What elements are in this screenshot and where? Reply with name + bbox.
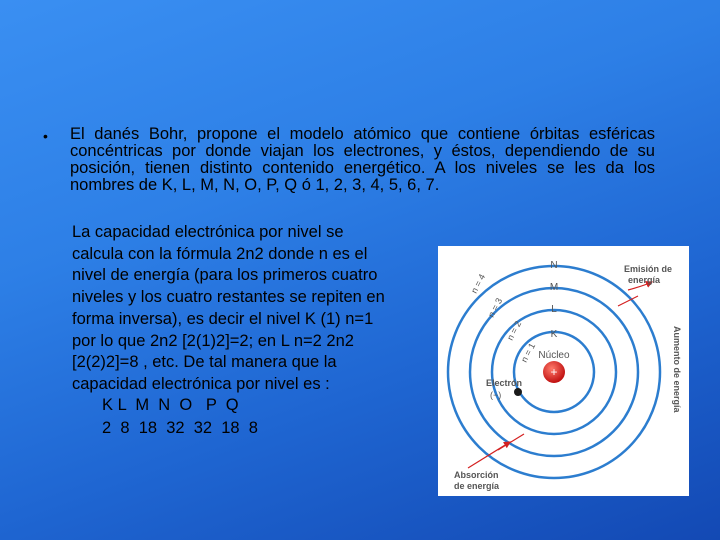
intro-paragraph: El danés Bohr, propone el modelo atómico que contiene órbitas esféricas concéntricas por donde viajan los electrones, y éstos, dependiendo de su posición, tienen distinto contenido energético. A los niveles se les da los nombres de K, L, M, N, O, P, Q ó 1, 2, 3, 4, 5, 6, 7. xyxy=(70,125,655,194)
electron xyxy=(514,388,522,396)
capacity-paragraph xyxy=(72,222,412,396)
capacity-values-row: 2 8 18 32 32 18 8 xyxy=(102,419,258,437)
electron-charge: (−) xyxy=(490,390,502,400)
shell-names-row: K L M N O P Q xyxy=(102,396,239,414)
shell-letter-l: L xyxy=(551,304,557,315)
nucleus-charge: + xyxy=(550,365,558,379)
level-label-n3: n = 3 xyxy=(485,296,505,319)
electron-label: Electrón xyxy=(486,378,523,388)
capacity-line: nivel de energía (para los primeros cuatro xyxy=(72,266,378,285)
bohr-model-diagram xyxy=(438,246,689,496)
capacity-line: por lo que 2n2 [2(1)2]=2; en L n=2 2n2 xyxy=(72,331,354,350)
level-label-n4: n = 4 xyxy=(468,272,488,295)
shell-letter-k: K xyxy=(550,329,558,340)
shell-letter-n: N xyxy=(550,260,558,271)
bullet-point: • xyxy=(43,128,48,144)
absorption-label-1: Absorción xyxy=(454,470,499,480)
capacity-line: calcula con la fórmula 2n2 donde n es el xyxy=(72,244,368,263)
capacity-line: forma inversa), es decir el nivel K (1) n=1 xyxy=(72,309,374,328)
capacity-line: niveles y los cuatro restantes se repiten en xyxy=(72,288,385,307)
emission-label-2: energía xyxy=(628,275,661,285)
level-label-n1: n = 1 xyxy=(518,341,538,364)
level-label-n2: n = 2 xyxy=(504,319,524,342)
absorption-label-2: de energía xyxy=(454,481,500,491)
capacity-line: capacidad electrónica por nivel es : xyxy=(72,374,330,393)
emission-label-1: Emisión de xyxy=(624,264,673,274)
capacity-line: La capacidad electrónica por nivel se xyxy=(72,223,344,241)
nucleus-label: Núcleo xyxy=(538,350,570,361)
bohr-model-figure xyxy=(438,246,689,496)
energy-axis-label: Aumento de energía xyxy=(672,326,682,413)
shell-letter-m: M xyxy=(549,282,559,293)
capacity-line: [2(2)2]=8 , etc. De tal manera que la xyxy=(72,353,337,372)
